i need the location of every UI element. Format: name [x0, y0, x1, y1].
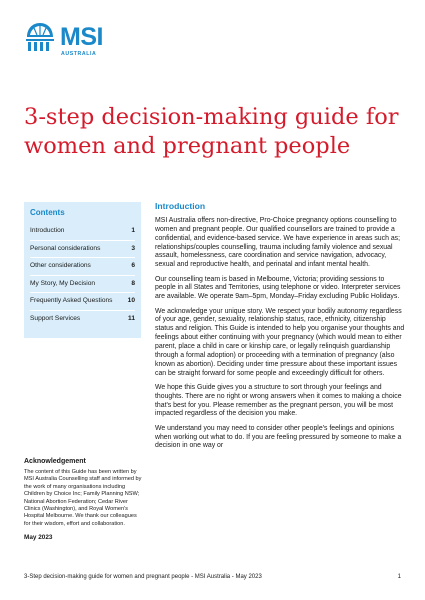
toc-item-page: 10	[127, 297, 135, 304]
introduction-paragraph: We acknowledge your unique story. We respect your bodily autonomy regardless of your age, gender, sexuality, relationship status, race, ethnicity, citizenship status and religion. This Guide is intended to help you organise your thoughts and feelings about either continuing with your pregnancy (which would mean to either parent, place a child in care or kinship care, or legally relinquish guardianship through a formal adoption) or proceeding with a termination of pregnancy (also known as abortion). Deciding under time pressure about these important issues can be straight forward for some people and exceedingly difficult for others.	[155, 307, 405, 377]
acknowledgement-heading: Acknowledgement	[24, 458, 86, 465]
toc-item-label: My Story, My Decision	[30, 279, 96, 287]
toc-item-page: 6	[131, 262, 135, 269]
logo-wordmark: MSI	[60, 23, 103, 51]
toc-item[interactable]	[30, 293, 135, 311]
toc-item[interactable]	[30, 241, 135, 259]
introduction-section	[155, 201, 405, 457]
toc-item[interactable]	[30, 258, 135, 276]
introduction-paragraph: We understand you may need to consider other people's feelings and opinions when working out what to do. If you are feeling pressured by someone to make a decision in one way or	[155, 424, 402, 450]
toc-item-page: 3	[131, 244, 135, 252]
contents-box	[24, 202, 141, 338]
page-footer	[24, 574, 401, 580]
acknowledgement	[24, 458, 142, 541]
footer-page-number: 1	[397, 574, 401, 580]
msi-logo-icon	[24, 22, 56, 52]
page-title: 3-step decision-making guide for women and pregnant people	[24, 104, 399, 159]
logo-subtitle: AUSTRALIA	[61, 51, 97, 57]
contents-heading: Contents	[30, 208, 65, 217]
toc-item-label: Personal considerations	[30, 244, 101, 252]
acknowledgement-body: The content of this Guide has been written by MSI Australia Counselling staff and informed by the work of many organisations including Children by Choice Inc; Family Planning NSW; National Abortion Federation; Cedar River Clinics (Washington), and Royal Women's Hospital Melbourne. We thank our colleagues for their wisdom, effort and collaboration.	[24, 469, 142, 527]
toc-item-label: Frequently Asked Questions	[30, 297, 113, 304]
introduction-paragraph: Our counselling team is based in Melbourne, Victoria; providing sessions to people in all States and Territories, using telephone or video. Interpreter services are available. We operate 9am–5pm, Monday–Friday excluding Public Holidays.	[155, 275, 401, 301]
toc-item-page: 8	[131, 279, 135, 287]
toc-item[interactable]	[30, 276, 135, 294]
acknowledgement-date: May 2023	[24, 534, 53, 542]
toc-item[interactable]	[30, 223, 135, 241]
toc-item-label: Introduction	[30, 227, 65, 234]
toc-item-page: 11	[128, 314, 135, 322]
introduction-heading: Introduction	[155, 201, 206, 211]
introduction-paragraph: We hope this Guide gives you a structure to sort through your feelings and thoughts. There are no right or wrong answers when it comes to making a choice that's best for you. Please remember as the pregnant person, you will be most impacted regardless of the decision you make.	[155, 383, 402, 418]
toc-item-page: 1	[131, 227, 135, 234]
msi-logo	[24, 22, 134, 60]
introduction-paragraph: MSI Australia offers non-directive, Pro-Choice pregnancy options counselling to women and pregnant people. Our qualified counsellors are trained to provide a confidential, and evidence-based service. We have experience in areas such as; relationships/couples counselling, trauma including family violence and sexual assault, homelessness, care coordination and service navigation, advocacy, sexual and reproductive health, and perinatal and infant mental health.	[155, 217, 401, 269]
footer-text: 3-Step decision-making guide for women and pregnant people - MSI Australia - May 2023	[24, 574, 262, 580]
toc-item-label: Support Services	[30, 314, 81, 322]
toc-item[interactable]	[30, 311, 135, 328]
toc-item-label: Other considerations	[30, 262, 91, 269]
